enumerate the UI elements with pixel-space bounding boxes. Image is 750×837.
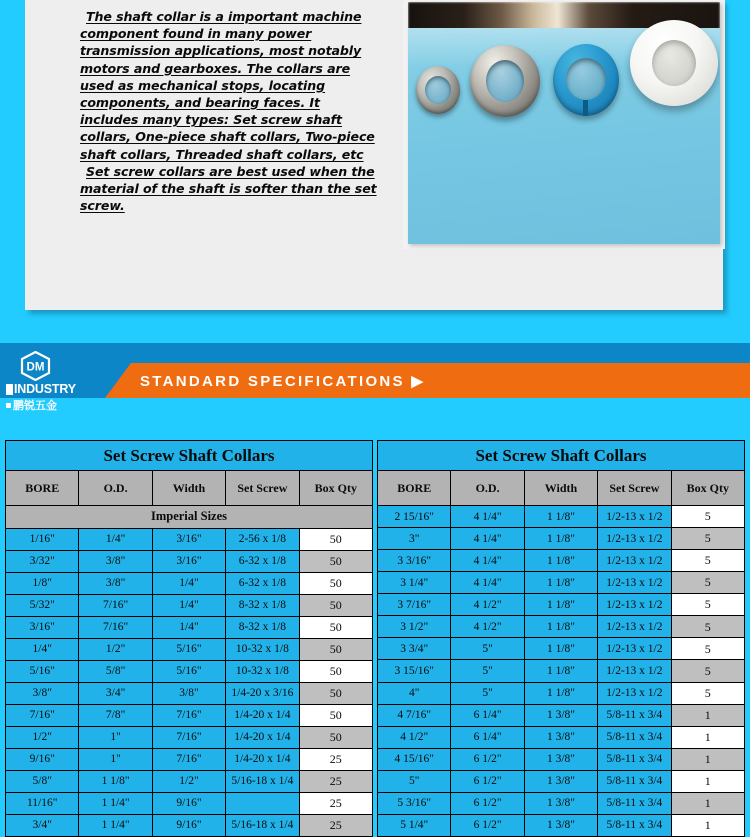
cell-bore: 3/32" [6,551,79,573]
cell-bore: 3 7/16" [378,594,451,616]
cell-bore: 3 3/4" [378,638,451,660]
cell-width: 3/8" [152,683,225,705]
table-row [378,748,745,770]
cell-box-qty: 50 [299,639,372,661]
cell-od: 6 1/2" [451,748,524,770]
table-row [6,529,373,551]
cell-width: 7/16" [152,749,225,771]
cell-set-screw: 1/2-13 x 1/2 [598,638,671,660]
column-header-set-screw: Set Screw [226,471,299,506]
table-row [6,705,373,727]
cell-width: 1 1/8" [524,682,597,704]
cell-set-screw [226,793,299,815]
collar-blue-anodized [553,44,619,116]
table-row [6,551,373,573]
cell-width: 1 3/8" [524,792,597,814]
hexagon-logo-icon [20,351,51,381]
cell-bore: 9/16" [6,749,79,771]
cell-box-qty: 50 [299,617,372,639]
table-row [6,595,373,617]
cell-set-screw: 5/8-11 x 3/4 [598,792,671,814]
cell-box-qty: 5 [671,660,744,682]
cell-od: 6 1/4" [451,704,524,726]
cell-box-qty: 1 [671,792,744,814]
cell-bore: 5/8" [6,771,79,793]
cell-width: 1 3/8" [524,770,597,792]
cell-od: 5/8" [79,661,152,683]
cell-od: 4 1/2" [451,594,524,616]
cell-bore: 3 1/4" [378,572,451,594]
cell-box-qty: 5 [671,506,744,528]
intro-section [0,0,750,340]
column-header-od: O.D. [79,471,152,506]
table-row [6,749,373,771]
cell-bore: 1/16" [6,529,79,551]
cell-width: 1 1/8" [524,528,597,550]
cell-bore: 1/2" [6,727,79,749]
cell-box-qty: 5 [671,594,744,616]
column-header-od: O.D. [451,471,524,506]
cell-width: 5/16" [152,661,225,683]
logo-chinese-text [6,397,86,413]
cell-od: 1 1/8" [79,771,152,793]
cell-bore: 5 3/16" [378,792,451,814]
cell-set-screw: 5/16-18 x 1/4 [226,771,299,793]
cell-set-screw: 1/2-13 x 1/2 [598,528,671,550]
cell-box-qty: 50 [299,573,372,595]
cell-width: 9/16" [152,793,225,815]
cell-od: 6 1/4" [451,726,524,748]
table-row [378,616,745,638]
cell-set-screw: 1/4-20 x 3/16 [226,683,299,705]
spec-table-right [377,440,745,837]
cell-bore: 5/16" [6,661,79,683]
cell-bore: 3" [378,528,451,550]
cell-width: 7/16" [152,705,225,727]
cell-width: 9/16" [152,815,225,837]
cell-set-screw: 1/4-20 x 1/4 [226,749,299,771]
description-paragraph-1: The shaft collar is a important machine component found in many power transmission applications, most notably motors and gearboxes. The collars are used as mechanical stops, locating components, and bearing faces. It includes many types: Set screw shaft collars, One-piece shaft collars, Two-piece shaft collars, Threaded shaft collars, etc [80,9,375,162]
product-photo-image [408,2,720,244]
cell-od: 6 1/2" [451,814,524,836]
column-header-bore: BORE [6,471,79,506]
cell-width: 1/4" [152,617,225,639]
cell-set-screw: 5/8-11 x 3/4 [598,704,671,726]
cell-box-qty: 5 [671,638,744,660]
table-row [6,683,373,705]
table-row [6,617,373,639]
cell-bore: 3/8" [6,683,79,705]
cell-bore: 5/32" [6,595,79,617]
cell-width: 1 1/8" [524,506,597,528]
table-row [6,727,373,749]
cell-box-qty: 50 [299,595,372,617]
logo-name: INDUSTRY [14,382,76,396]
cell-bore: 3 3/16" [378,550,451,572]
table-row [378,506,745,528]
company-logo [6,351,86,412]
table-row [6,815,373,837]
cell-width: 1 3/8" [524,814,597,836]
description-paragraph-2: Set screw collars are best used when the material of the shaft is softer than the set screw. [80,163,377,214]
table-row [6,771,373,793]
cell-width: 1/2" [152,771,225,793]
table-row [6,639,373,661]
cell-bore: 3 1/2" [378,616,451,638]
cell-bore: 4 7/16" [378,704,451,726]
cell-box-qty: 5 [671,572,744,594]
cell-set-screw: 1/2-13 x 1/2 [598,594,671,616]
cell-box-qty: 25 [299,793,372,815]
cell-od: 7/16" [79,617,152,639]
cell-od: 7/16" [79,595,152,617]
cell-set-screw: 1/2-13 x 1/2 [598,682,671,704]
cell-box-qty: 1 [671,704,744,726]
cell-od: 5" [451,638,524,660]
table-row [378,660,745,682]
cell-od: 5" [451,660,524,682]
cell-set-screw: 8-32 x 1/8 [226,617,299,639]
spec-table-left [5,440,373,837]
collar-bore [652,40,696,86]
cell-width: 1/4" [152,573,225,595]
cell-box-qty: 50 [299,529,372,551]
cell-od: 1 1/4" [79,793,152,815]
cell-width: 1 1/8" [524,594,597,616]
cell-width: 1 1/8" [524,660,597,682]
collar-bore [425,76,451,104]
intro-panel [25,0,723,310]
cell-od: 6 1/2" [451,770,524,792]
cell-box-qty: 1 [671,748,744,770]
cell-box-qty: 1 [671,770,744,792]
product-description [80,8,380,214]
cell-width: 3/16" [152,551,225,573]
column-header-bore: BORE [378,471,451,506]
cell-bore: 3 15/16" [378,660,451,682]
logo-square-icon [6,403,11,408]
cell-od: 4 1/4" [451,506,524,528]
cell-box-qty: 1 [671,814,744,836]
cell-bore: 11/16" [6,793,79,815]
collar-white-plastic [630,20,718,106]
cell-od: 4 1/4" [451,572,524,594]
table-row [6,793,373,815]
cell-set-screw: 5/8-11 x 3/4 [598,726,671,748]
column-header-box-qty: Box Qty [299,471,372,506]
column-header-set-screw: Set Screw [598,471,671,506]
cell-set-screw: 1/2-13 x 1/2 [598,550,671,572]
collar-steel-small [416,66,460,114]
cell-od: 1" [79,727,152,749]
logo-bar-icon [6,384,13,395]
cell-set-screw: 2-56 x 1/8 [226,529,299,551]
section-banner [0,343,750,412]
cell-box-qty: 5 [671,550,744,572]
cell-od: 4 1/4" [451,550,524,572]
column-header-width: Width [524,471,597,506]
cell-width: 5/16" [152,639,225,661]
cell-box-qty: 25 [299,815,372,837]
cell-bore: 1/4" [6,639,79,661]
table-row [378,550,745,572]
svg-text:DM: DM [26,361,45,374]
cell-od: 1/2" [79,639,152,661]
cell-od: 3/4" [79,683,152,705]
cell-width: 1 1/8" [524,550,597,572]
cell-box-qty: 5 [671,682,744,704]
cell-set-screw: 1/4-20 x 1/4 [226,727,299,749]
cell-box-qty: 5 [671,528,744,550]
table-row [378,770,745,792]
table-column-headers [6,471,373,506]
cell-set-screw: 6-32 x 1/8 [226,573,299,595]
cell-width: 1 1/8" [524,638,597,660]
cell-width: 7/16" [152,727,225,749]
table-row [378,682,745,704]
table-row [6,661,373,683]
cell-set-screw: 5/8-11 x 3/4 [598,770,671,792]
collar-steel-large [470,45,540,117]
cell-box-qty: 50 [299,661,372,683]
cell-od: 3/8" [79,573,152,595]
cell-od: 4 1/4" [451,528,524,550]
table-title: Set Screw Shaft Collars [6,441,373,471]
table-title: Set Screw Shaft Collars [378,441,745,471]
cell-box-qty: 1 [671,726,744,748]
table-section-label: Imperial Sizes [6,506,373,529]
logo-name-cn: 鹏锐五金 [13,399,57,412]
cell-bore: 4 15/16" [378,748,451,770]
logo-industry-text [6,382,86,396]
table-row [378,792,745,814]
cell-set-screw: 1/2-13 x 1/2 [598,506,671,528]
cell-set-screw: 1/4-20 x 1/4 [226,705,299,727]
cell-od: 4 1/2" [451,616,524,638]
cell-od: 1" [79,749,152,771]
cell-od: 1/4" [79,529,152,551]
cell-set-screw: 6-32 x 1/8 [226,551,299,573]
cell-od: 5" [451,682,524,704]
collar-split-slot [583,100,588,116]
cell-bore: 3/4" [6,815,79,837]
cell-width: 1/4" [152,595,225,617]
cell-od: 1 1/4" [79,815,152,837]
cell-width: 1 3/8" [524,704,597,726]
cell-width: 1 3/8" [524,748,597,770]
cell-width: 1 3/8" [524,726,597,748]
table-row [378,528,745,550]
table-row [378,572,745,594]
table-body-left [6,529,373,837]
table-body-right [378,506,745,837]
cell-bore: 1/8" [6,573,79,595]
cell-od: 3/8" [79,551,152,573]
cell-set-screw: 1/2-13 x 1/2 [598,660,671,682]
collar-bore [486,60,524,102]
cell-set-screw: 1/2-13 x 1/2 [598,616,671,638]
cell-width: 3/16" [152,529,225,551]
column-header-box-qty: Box Qty [671,471,744,506]
column-header-width: Width [152,471,225,506]
cell-box-qty: 50 [299,683,372,705]
cell-set-screw: 10-32 x 1/8 [226,639,299,661]
arrow-right-icon: ▶ [411,373,426,390]
table-column-headers [378,471,745,506]
cell-set-screw: 5/16-18 x 1/4 [226,815,299,837]
cell-bore: 4 1/2" [378,726,451,748]
banner-title [140,372,425,390]
cell-bore: 5 1/4" [378,814,451,836]
cell-bore: 4" [378,682,451,704]
cell-set-screw: 10-32 x 1/8 [226,661,299,683]
cell-set-screw: 1/2-13 x 1/2 [598,572,671,594]
cell-box-qty: 50 [299,551,372,573]
cell-bore: 5" [378,770,451,792]
table-row [378,594,745,616]
cell-box-qty: 25 [299,749,372,771]
cell-set-screw: 5/8-11 x 3/4 [598,748,671,770]
collar-bore [566,58,606,100]
cell-box-qty: 5 [671,616,744,638]
cell-bore: 2 15/16" [378,506,451,528]
table-row [378,704,745,726]
table-row [378,814,745,836]
cell-set-screw: 5/8-11 x 3/4 [598,814,671,836]
cell-bore: 3/16" [6,617,79,639]
specifications-tables [5,440,745,837]
cell-box-qty: 25 [299,771,372,793]
cell-od: 7/8" [79,705,152,727]
table-row [6,573,373,595]
cell-bore: 7/16" [6,705,79,727]
cell-width: 1 1/8" [524,616,597,638]
table-row [378,726,745,748]
cell-set-screw: 8-32 x 1/8 [226,595,299,617]
cell-od: 6 1/2" [451,792,524,814]
table-row [378,638,745,660]
banner-title-text: STANDARD SPECIFICATIONS [140,373,405,390]
cell-width: 1 1/8" [524,572,597,594]
product-photo [403,0,725,249]
cell-box-qty: 50 [299,727,372,749]
cell-box-qty: 50 [299,705,372,727]
